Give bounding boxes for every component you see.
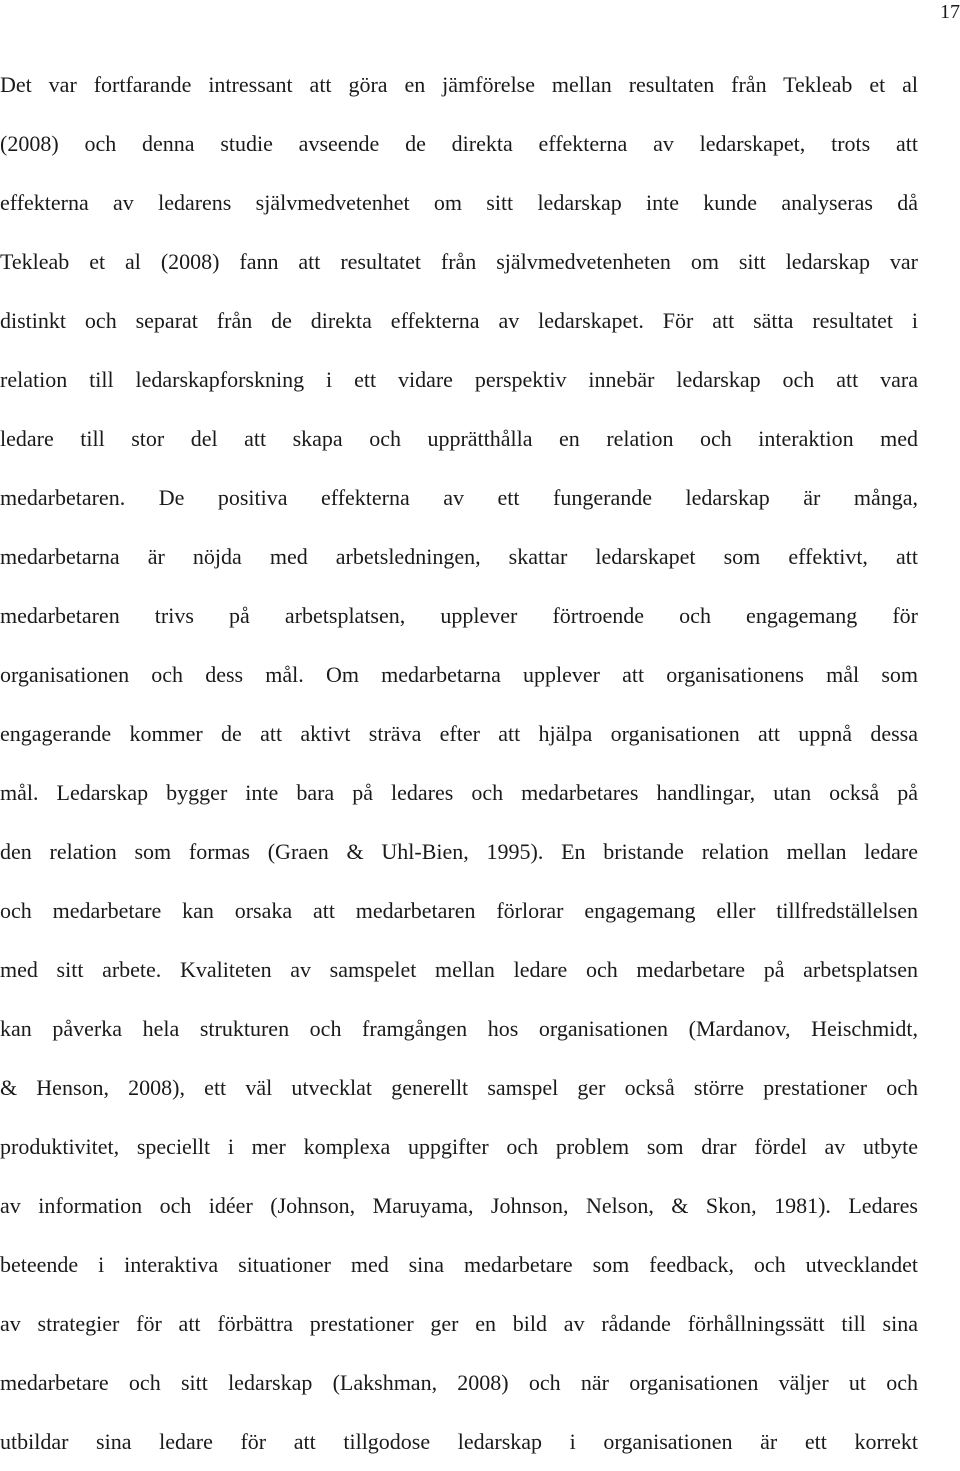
text-line: medarbetaren. De positiva effekterna av ett fungerande ledarskap är många, bbox=[0, 485, 918, 510]
page-number: 17 bbox=[940, 1, 960, 23]
text-line: medarbetare och sitt ledarskap (Lakshman, 2008) och när organisationen väljer ut och bbox=[0, 1370, 918, 1395]
text-line: relation till ledarskapforskning i ett vidare perspektiv innebär ledarskap och att vara bbox=[0, 367, 918, 392]
text-line: engagerande kommer de att aktivt sträva efter att hjälpa organisationen att uppnå dessa bbox=[0, 721, 918, 746]
text-line: Det var fortfarande intressant att göra en jämförelse mellan resultaten från Tekleab et al bbox=[0, 72, 918, 97]
text-line: av information och idéer (Johnson, Maruyama, Johnson, Nelson, & Skon, 1981). Ledares bbox=[0, 1193, 918, 1218]
text-line: medarbetaren trivs på arbetsplatsen, upplever förtroende och engagemang för bbox=[0, 603, 918, 628]
text-line: beteende i interaktiva situationer med sina medarbetare som feedback, och utvecklandet bbox=[0, 1252, 918, 1277]
text-line: ledare till stor del att skapa och upprätthålla en relation och interaktion med bbox=[0, 426, 918, 451]
text-line: och medarbetare kan orsaka att medarbetaren förlorar engagemang eller tillfredställelsen bbox=[0, 898, 918, 923]
text-line: av strategier för att förbättra prestationer ger en bild av rådande förhållningssätt till sina bbox=[0, 1311, 918, 1336]
text-line: effekterna av ledarens självmedvetenhet om sitt ledarskap inte kunde analyseras då bbox=[0, 190, 918, 215]
text-line: Tekleab et al (2008) fann att resultatet från självmedvetenheten om sitt ledarskap var bbox=[0, 249, 918, 274]
text-line: mål. Ledarskap bygger inte bara på ledares och medarbetares handlingar, utan också på bbox=[0, 780, 918, 805]
text-line: medarbetarna är nöjda med arbetsledningen, skattar ledarskapet som effektivt, att bbox=[0, 544, 918, 569]
body-paragraph bbox=[0, 55, 918, 1471]
text-line: produktivitet, speciellt i mer komplexa uppgifter och problem som drar fördel av utbyte bbox=[0, 1134, 918, 1159]
text-line: (2008) och denna studie avseende de direkta effekterna av ledarskapet, trots att bbox=[0, 131, 918, 156]
text-line: distinkt och separat från de direkta effekterna av ledarskapet. För att sätta resultatet i bbox=[0, 308, 918, 333]
text-line: utbildar sina ledare för att tillgodose ledarskap i organisationen är ett korrekt bbox=[0, 1429, 918, 1454]
text-line: med sitt arbete. Kvaliteten av samspelet mellan ledare och medarbetare på arbetsplatsen bbox=[0, 957, 918, 982]
text-line: organisationen och dess mål. Om medarbetarna upplever att organisationens mål som bbox=[0, 662, 918, 687]
text-line: & Henson, 2008), ett väl utvecklat generellt samspel ger också större prestationer och bbox=[0, 1075, 918, 1100]
text-line: den relation som formas (Graen & Uhl-Bien, 1995). En bristande relation mellan ledare bbox=[0, 839, 918, 864]
text-line: kan påverka hela strukturen och framgången hos organisationen (Mardanov, Heischmidt, bbox=[0, 1016, 918, 1041]
